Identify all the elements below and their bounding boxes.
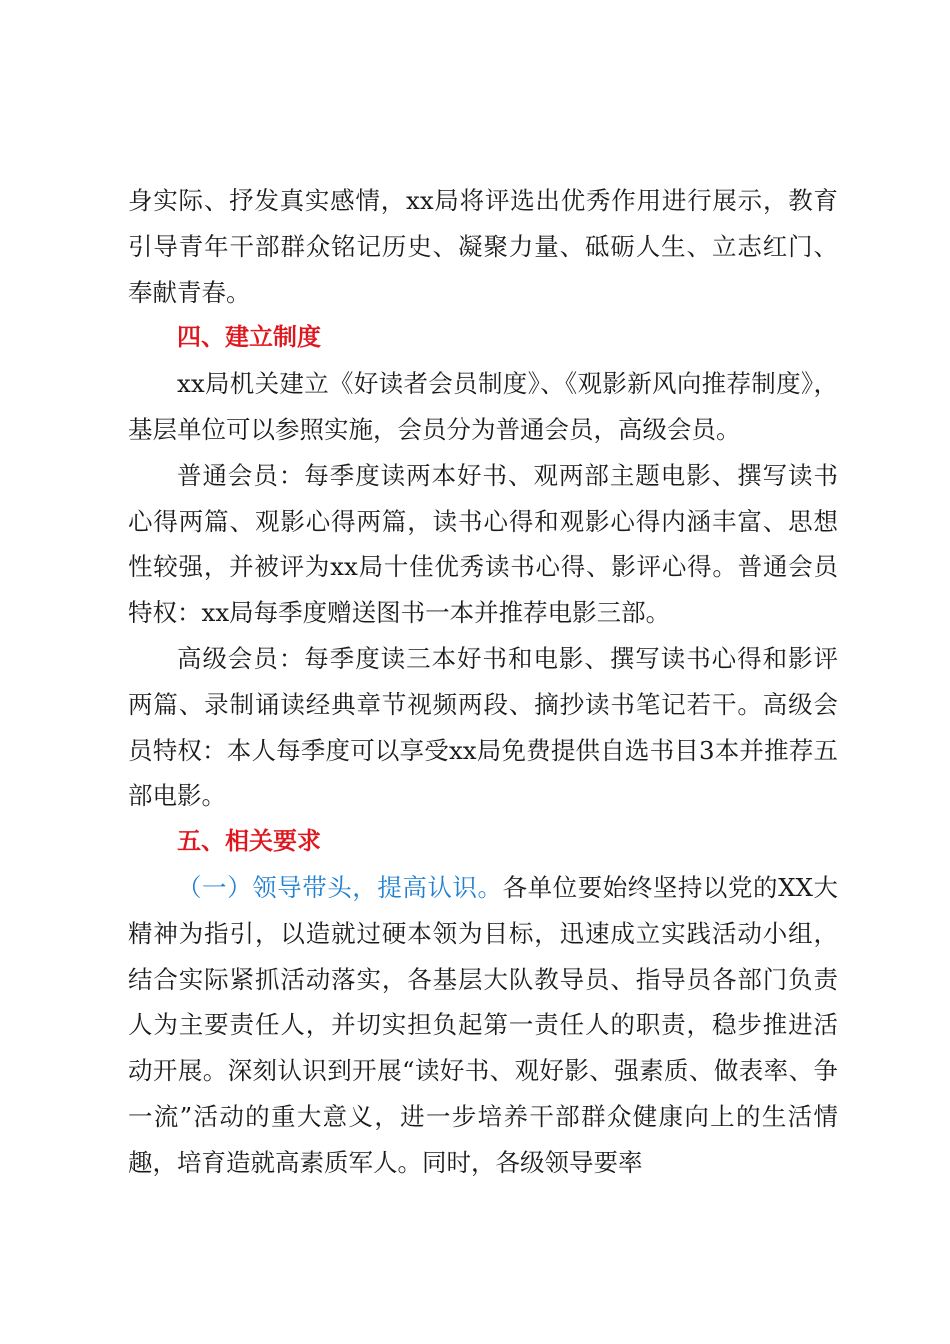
paragraph-continuation: 身实际、抒发真实感情，xx局将评选出优秀作用进行展示，教育引导青年干部群众铭记历史、凝聚力量、砥砺人生、立志红门、奉献青春。 [128,186,838,307]
paragraph-senior-member: 高级会员：每季度读三本好书和电影、撰写读书心得和影评两篇、录制诵读经典章节视频两段、摘抄读书笔记若干。高级会员特权：本人每季度可以享受xx局免费提供自选书目3本并推荐五部电影。 [128,643,838,811]
requirement-1-body: 各单位要始终坚持以党的XX大精神为指引，以造就过硬本领为目标，迅速成立实践活动小组，结合实际紧抓活动落实，各基层大队教导员、指导员各部门负责人为主要责任人，并切实担负起第一责任人的职责，稳步推进活动开展。深刻认识到开展“读好书、观好影、强素质、做表率、争一流”活动的重大意义，进一步培养干部群众健康向上的生活情趣，培育造就高素质军人。同时，各级领导要率 [128,872,838,1177]
document-body [128,178,838,1186]
section-heading-5: 五、相关要求 [177,827,321,856]
paragraph-requirement-1 [128,865,838,1186]
paragraph-system-intro: xx局机关建立《好读者会员制度》、《观影新风向推荐制度》，基层单位可以参照实施，会员分为普通会员，高级会员。 [128,369,838,444]
paragraph-regular-member: 普通会员：每季度读两本好书、观两部主题电影、撰写读书心得两篇、观影心得两篇，读书心得和观影心得内涵丰富、思想性较强，并被评为xx局十佳优秀读书心得、影评心得。普通会员特权：xx局每季度赠送图书一本并推荐电影三部。 [128,460,838,628]
section-heading-4: 四、建立制度 [177,323,321,352]
subheading-leadership: （一）领导带头，提高认识。 [177,872,503,902]
